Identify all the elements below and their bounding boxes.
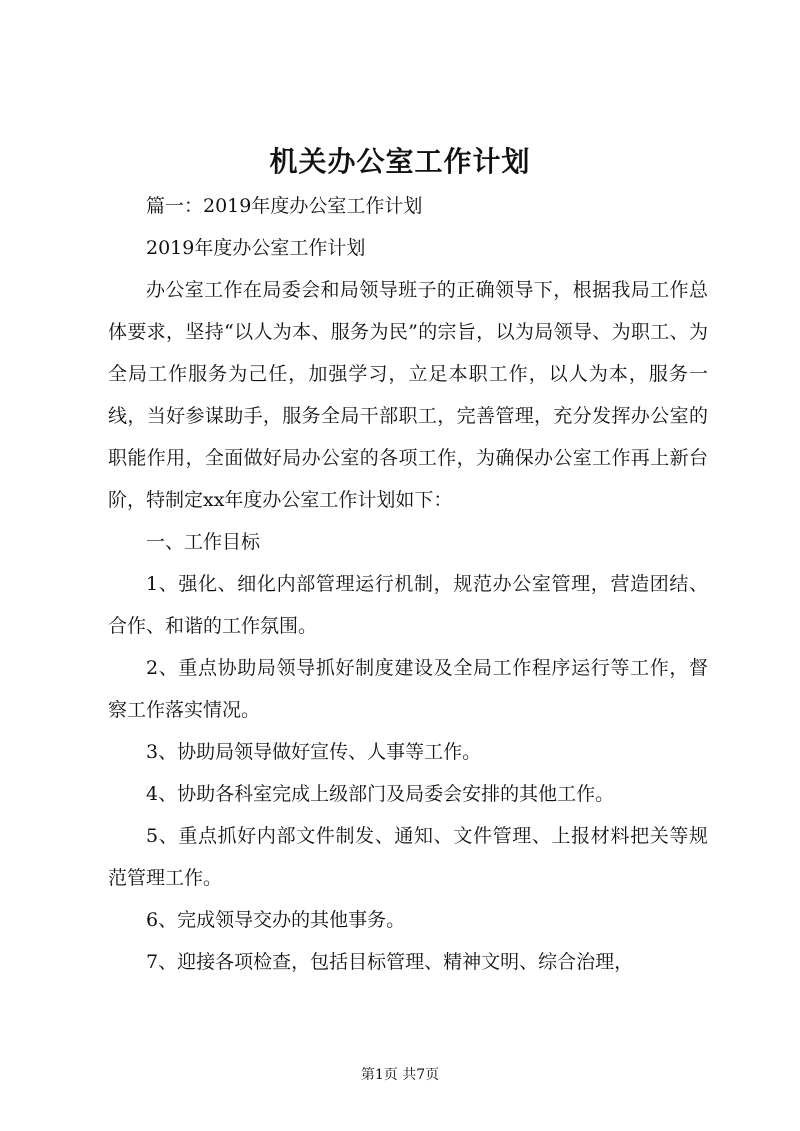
paragraph-item-7: 7、迎接各项检查，包括目标管理、精神文明、综合治理，: [146, 951, 634, 973]
paragraph-intro: 办公室工作在局委会和局领导班子的正确领导下，根据我局工作总体要求，坚持“以人为本、服务为民”的宗旨，以为局领导、为职工、为全局工作服务为己任，加强学习，立足本职工作，以人为本，服务一线，当好参谋助手，服务全局干部职工，完善管理，充分发挥办公室的职能作用，全面做好局办公室的各项工作，为确保办公室工作再上新台阶，特制定xx年度办公室工作计划如下：: [108, 279, 708, 511]
paragraph-item-3: 3、协助局领导做好宣传、人事等工作。: [146, 741, 482, 763]
document-body: [108, 185, 708, 983]
document-title: 机关办公室工作计划: [269, 145, 531, 178]
paragraph-item-6: 6、完成领导交办的其他事务。: [146, 909, 406, 931]
paragraph-section-heading: 篇一：2019年度办公室工作计划: [146, 195, 423, 217]
paragraph-item-2: 2、重点协助局领导抓好制度建设及全局工作程序运行等工作，督察工作落实情况。: [108, 657, 708, 721]
paragraph-item-1: 1、强化、细化内部管理运行机制，规范办公室管理，营造团结、合作、和谐的工作氛围。: [108, 573, 708, 637]
paragraph-goals-heading: 一、工作目标: [146, 531, 261, 553]
paragraph-item-5: 5、重点抓好内部文件制发、通知、文件管理、上报材料把关等规范管理工作。: [108, 825, 708, 889]
paragraph-plan-title: 2019年度办公室工作计划: [146, 237, 366, 259]
paragraph-item-4: 4、协助各科室完成上级部门及局委会安排的其他工作。: [146, 783, 615, 805]
page-number-footer: 第1页 共7页: [360, 1067, 440, 1083]
